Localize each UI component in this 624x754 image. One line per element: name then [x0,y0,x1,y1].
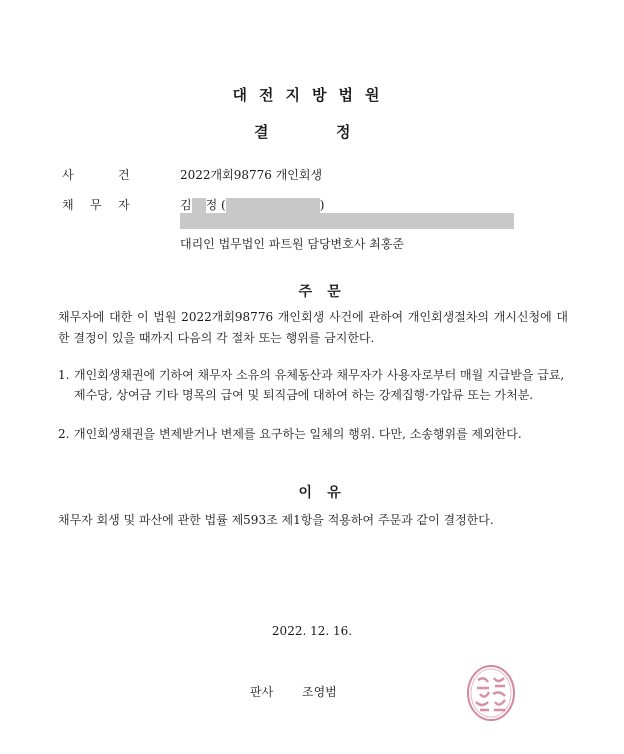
court-seal-stamp [466,664,516,722]
case-value: 2022개회98776 개인회생 [180,168,323,182]
redaction-block [192,198,206,213]
judge-signature-line [250,683,337,700]
order-heading: 주 문 [298,284,341,300]
redaction-block [226,198,320,213]
order-intro-paragraph: 채무자에 대한 이 법원 2022개회98776 개인회생 사건에 관하여 개인회생절차의 개시신청에 대한 결정이 있을 때까지 다음의 각 절차 또는 행위를 금지한다. [58,310,568,345]
debtor-agent: 대리인 법무법인 파트원 담당변호사 최홍준 [180,237,404,251]
reason-heading: 이 유 [298,485,341,501]
order-item-text: 개인회생채권에 기하여 채무자 소유의 유체동산과 채무자가 사용자로부터 매월 지급받을 급료, 제수당, 상여금 기타 명목의 급여 및 퇴직금에 대하여 하는 강제집행·가압류 또는 가처분. [74,368,565,402]
document-type-char-2: 정 [336,123,351,141]
judge-name: 조영범 [302,685,337,699]
debtor-name-close: ) [319,198,325,212]
order-item-number: 2. [58,427,70,441]
decision-date: 2022. 12. 16. [271,624,353,638]
judge-label: 판사 [250,685,274,699]
order-item [58,365,568,405]
document-type-title [254,121,351,142]
debtor-name-first: 김 [180,198,192,212]
court-name: 대전지방법원 [232,86,392,104]
order-item-text: 개인회생채권을 변제받거나 변제를 요구하는 일체의 행위. 다만, 소송행위를 제외한다. [74,427,522,441]
document-type-char-1: 결 [254,123,269,141]
debtor-name-last: 정 ( [205,198,226,212]
order-item [58,424,568,444]
order-item-number: 1. [58,368,70,382]
debtor-name [180,196,324,213]
debtor-label: 채 무 자 [62,198,130,212]
reason-paragraph: 채무자 회생 및 파산에 관한 법률 제593조 제1항을 적용하여 주문과 같이 결정한다. [58,513,494,527]
redacted-address-bar [180,213,514,229]
case-label: 사 건 [62,168,130,182]
